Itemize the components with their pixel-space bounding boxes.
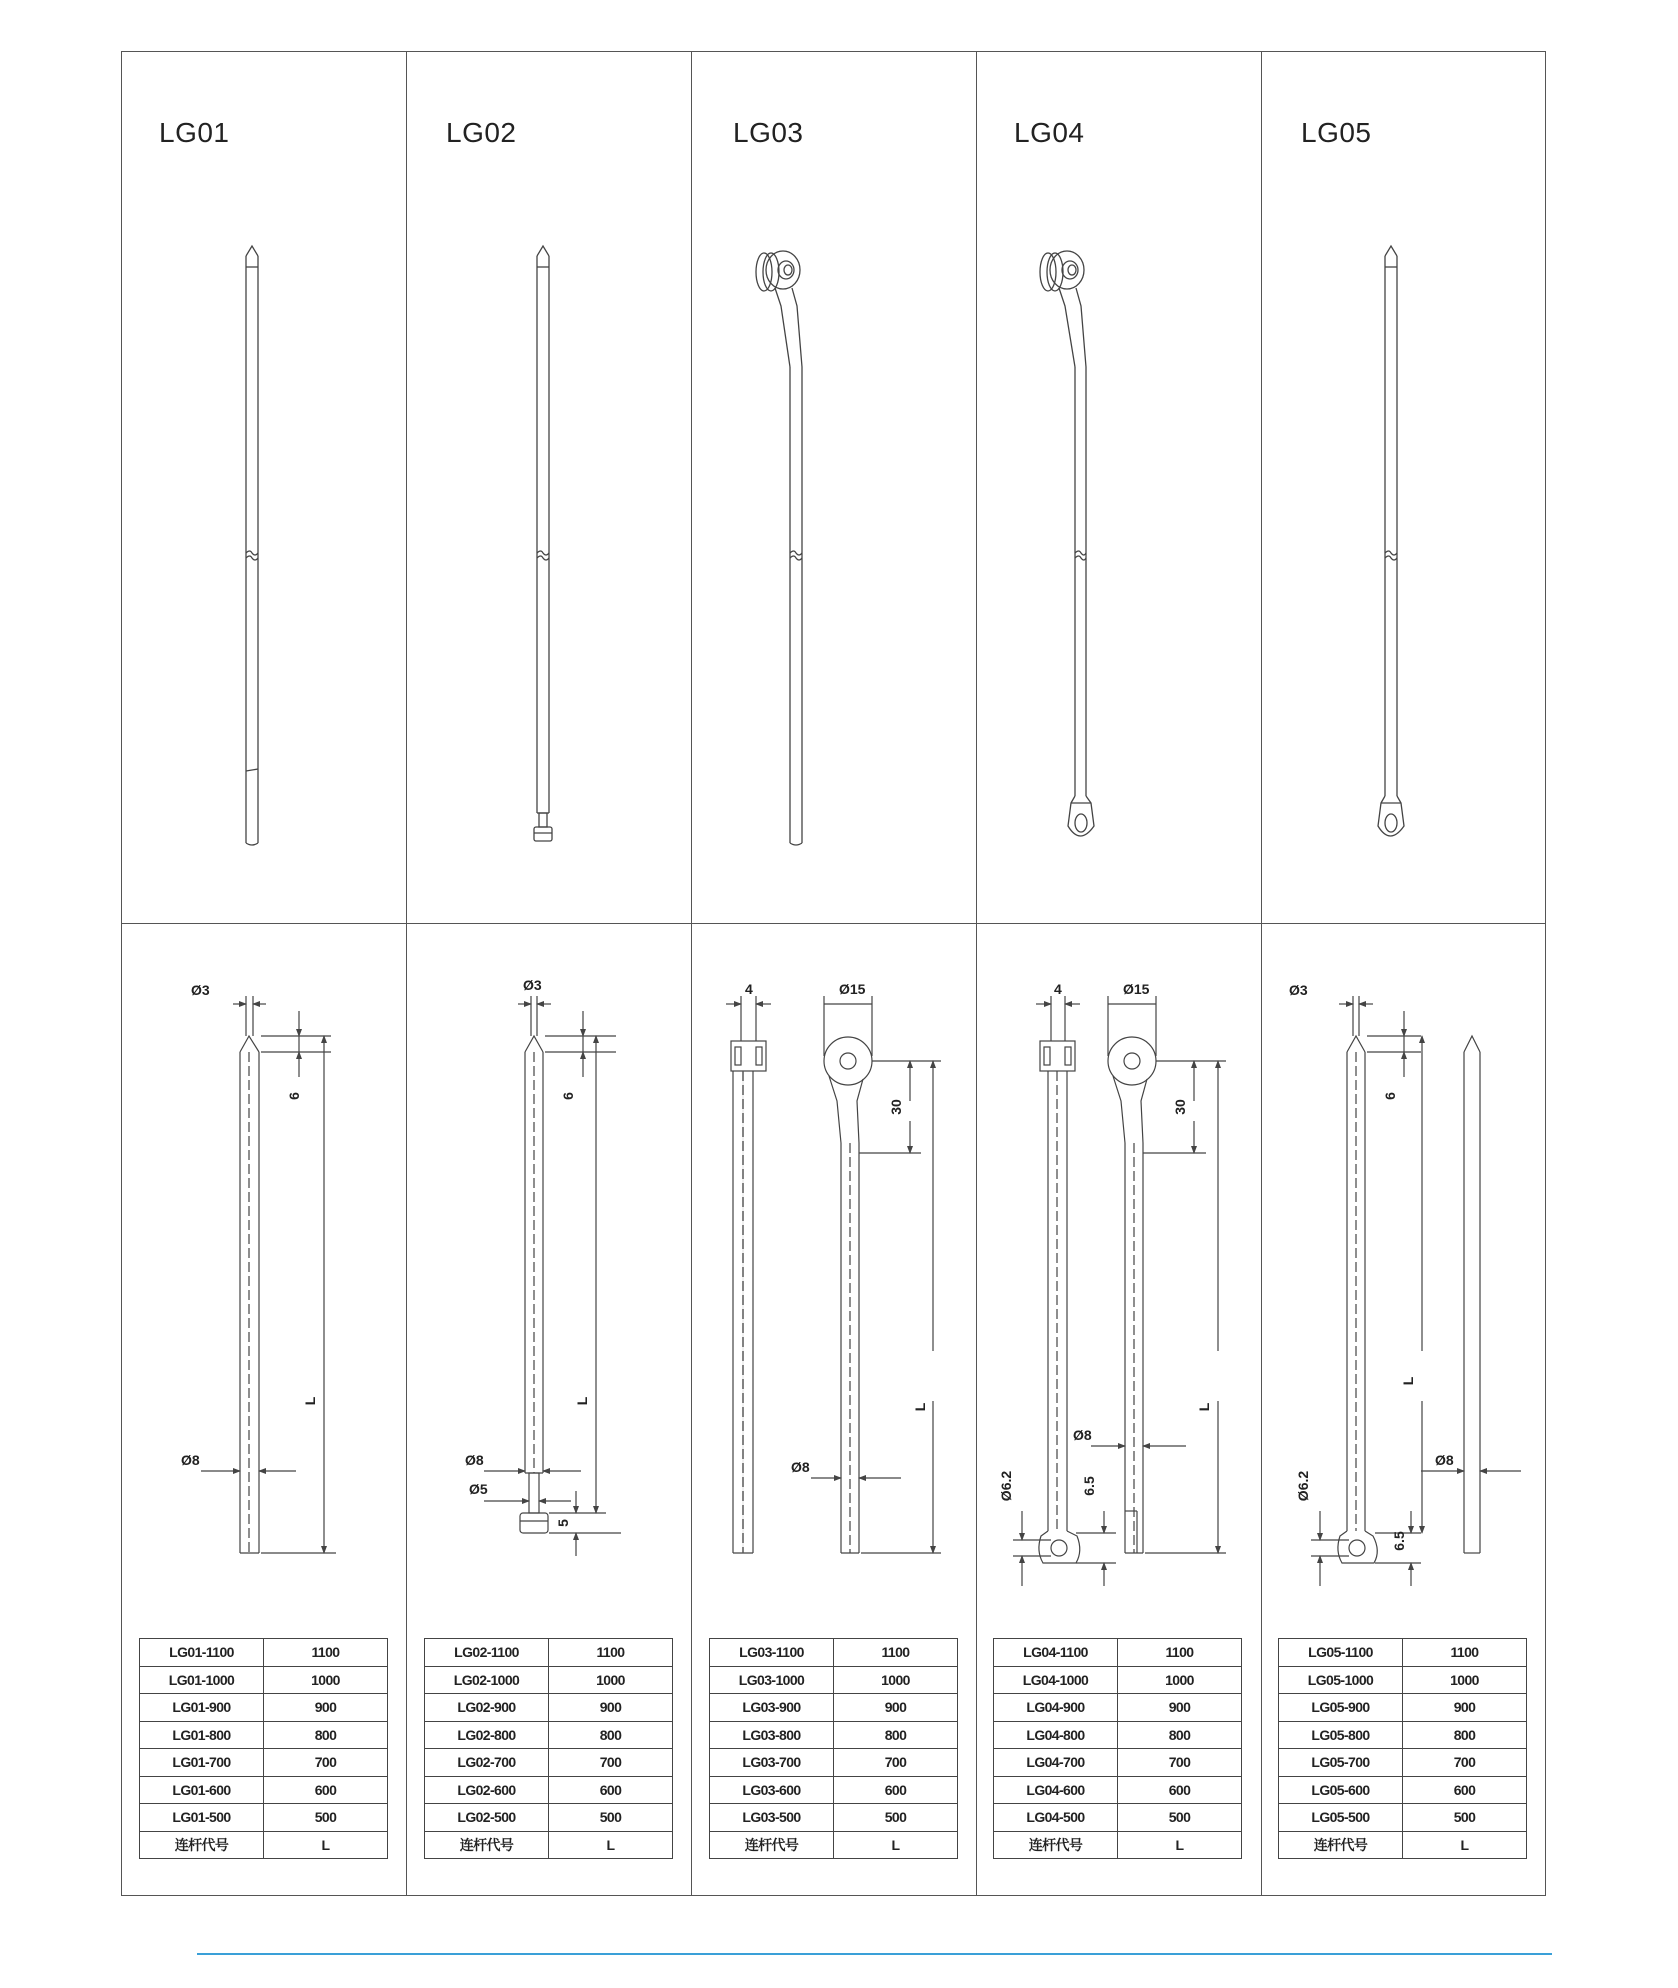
model-code-cell: LG04-900 [994, 1694, 1118, 1722]
spec-table-lg01 [139, 1638, 388, 1859]
model-code-cell: LG03-900 [710, 1694, 834, 1722]
dim-label: L [912, 1402, 928, 1412]
length-cell: 700 [1118, 1749, 1242, 1777]
dim-label: 5 [555, 1519, 571, 1527]
table-row [140, 1721, 388, 1749]
table-row [1279, 1666, 1527, 1694]
table-row [1279, 1639, 1527, 1667]
table-row [1279, 1831, 1527, 1859]
table-row [710, 1721, 958, 1749]
model-code-cell: LG01-1000 [140, 1666, 264, 1694]
dim-label: 6 [286, 1092, 302, 1100]
table-row [1279, 1749, 1527, 1777]
model-code-cell: LG02-900 [425, 1694, 549, 1722]
table-row [994, 1721, 1242, 1749]
length-cell: L [549, 1831, 673, 1859]
model-code-cell: LG04-600 [994, 1776, 1118, 1804]
dim-label: Ø15 [1123, 981, 1150, 997]
panel-title-lg04: LG04 [1014, 117, 1085, 148]
table-row [994, 1639, 1242, 1667]
model-code-cell: 连杆代号 [140, 1831, 264, 1859]
model-code-cell: 连杆代号 [710, 1831, 834, 1859]
model-code-cell: LG04-500 [994, 1804, 1118, 1832]
dim-label: Ø6.2 [998, 1470, 1014, 1502]
table-row [994, 1776, 1242, 1804]
lg05-dimension-drawing [1311, 996, 1521, 1586]
table-row [994, 1831, 1242, 1859]
length-cell: 1000 [264, 1666, 388, 1694]
catalog-sheet [121, 51, 1546, 1896]
lg01-dimension-drawing [201, 996, 336, 1553]
dim-label: Ø3 [191, 982, 210, 998]
length-cell: 700 [1403, 1749, 1527, 1777]
model-code-cell: 连杆代号 [425, 1831, 549, 1859]
length-cell: 600 [1403, 1776, 1527, 1804]
length-cell: 500 [1403, 1804, 1527, 1832]
model-code-cell: LG04-700 [994, 1749, 1118, 1777]
model-code-cell: LG03-1000 [710, 1666, 834, 1694]
length-cell: 900 [1403, 1694, 1527, 1722]
lg02-dimension-drawing [484, 996, 621, 1556]
table-row [140, 1749, 388, 1777]
table-row [425, 1749, 673, 1777]
table-row [710, 1804, 958, 1832]
dim-label: Ø8 [1073, 1427, 1092, 1443]
length-cell: 1100 [1403, 1639, 1527, 1667]
length-cell: L [264, 1831, 388, 1859]
length-cell: 1000 [1118, 1666, 1242, 1694]
dim-label: Ø3 [523, 977, 542, 993]
dim-label: L [302, 1396, 318, 1406]
model-code-cell: LG01-800 [140, 1721, 264, 1749]
model-code-cell: LG05-800 [1279, 1721, 1403, 1749]
table-row [425, 1776, 673, 1804]
table-row [710, 1749, 958, 1777]
length-cell: 800 [264, 1721, 388, 1749]
model-code-cell: LG05-500 [1279, 1804, 1403, 1832]
dim-label: 6 [1382, 1092, 1398, 1100]
model-code-cell: LG05-1000 [1279, 1666, 1403, 1694]
dim-label: 6.5 [1391, 1531, 1407, 1551]
length-cell: 700 [834, 1749, 958, 1777]
table-row [994, 1694, 1242, 1722]
table-row [1279, 1694, 1527, 1722]
model-code-cell: LG05-1100 [1279, 1639, 1403, 1667]
dim-label: 4 [745, 981, 753, 997]
length-cell: L [1118, 1831, 1242, 1859]
model-code-cell: LG02-700 [425, 1749, 549, 1777]
model-code-cell: LG01-600 [140, 1776, 264, 1804]
dim-label: L [1196, 1402, 1212, 1412]
dim-label: L [574, 1396, 590, 1406]
panel-title-lg05: LG05 [1301, 117, 1372, 148]
dim-label: Ø8 [791, 1459, 810, 1475]
length-cell: 1000 [834, 1666, 958, 1694]
dim-label: Ø8 [1435, 1452, 1454, 1468]
table-row [425, 1831, 673, 1859]
table-row [140, 1666, 388, 1694]
table-row [710, 1694, 958, 1722]
length-cell: 600 [834, 1776, 958, 1804]
model-code-cell: LG01-1100 [140, 1639, 264, 1667]
table-row [425, 1694, 673, 1722]
length-cell: 800 [834, 1721, 958, 1749]
length-cell: 700 [549, 1749, 673, 1777]
table-row [994, 1804, 1242, 1832]
table-row [140, 1639, 388, 1667]
model-code-cell: LG03-700 [710, 1749, 834, 1777]
dim-label: 30 [1172, 1099, 1188, 1115]
length-cell: 900 [264, 1694, 388, 1722]
length-cell: 500 [1118, 1804, 1242, 1832]
table-row [140, 1694, 388, 1722]
panel-title-lg02: LG02 [446, 117, 517, 148]
length-cell: 800 [1118, 1721, 1242, 1749]
model-code-cell: LG04-1100 [994, 1639, 1118, 1667]
spec-table-lg02 [424, 1638, 673, 1859]
table-row [1279, 1776, 1527, 1804]
table-row [1279, 1721, 1527, 1749]
spec-table-lg03 [709, 1638, 958, 1859]
table-row [140, 1831, 388, 1859]
dim-label: Ø15 [839, 981, 866, 997]
model-code-cell: 连杆代号 [1279, 1831, 1403, 1859]
model-code-cell: LG02-800 [425, 1721, 549, 1749]
model-code-cell: LG03-800 [710, 1721, 834, 1749]
length-cell: 900 [549, 1694, 673, 1722]
table-row [425, 1639, 673, 1667]
model-code-cell: LG01-900 [140, 1694, 264, 1722]
model-code-cell: LG03-1100 [710, 1639, 834, 1667]
spec-table-lg04 [993, 1638, 1242, 1859]
length-cell: 500 [834, 1804, 958, 1832]
model-code-cell: LG02-600 [425, 1776, 549, 1804]
table-row [994, 1749, 1242, 1777]
footer-rule [197, 1953, 1552, 1955]
dim-label: Ø6.2 [1295, 1470, 1311, 1502]
spec-table-lg05 [1278, 1638, 1527, 1859]
model-code-cell: LG04-1000 [994, 1666, 1118, 1694]
model-code-cell: LG05-700 [1279, 1749, 1403, 1777]
dim-label: L [1400, 1376, 1416, 1386]
length-cell: 900 [1118, 1694, 1242, 1722]
model-code-cell: LG05-900 [1279, 1694, 1403, 1722]
length-cell: 1100 [264, 1639, 388, 1667]
model-code-cell: LG01-700 [140, 1749, 264, 1777]
panel-title-lg01: LG01 [159, 117, 230, 148]
table-row [140, 1804, 388, 1832]
length-cell: 1100 [834, 1639, 958, 1667]
lg03-dimension-drawing [726, 996, 941, 1553]
dim-label: Ø3 [1289, 982, 1308, 998]
model-code-cell: LG03-500 [710, 1804, 834, 1832]
dim-label: Ø8 [181, 1452, 200, 1468]
panel-title-lg03: LG03 [733, 117, 804, 148]
length-cell: 1000 [549, 1666, 673, 1694]
technical-drawings [121, 51, 1546, 1896]
dim-label: Ø5 [469, 1481, 488, 1497]
model-code-cell: LG02-1100 [425, 1639, 549, 1667]
table-row [710, 1666, 958, 1694]
table-row [710, 1639, 958, 1667]
length-cell: 500 [549, 1804, 673, 1832]
length-cell: 800 [1403, 1721, 1527, 1749]
length-cell: 900 [834, 1694, 958, 1722]
table-row [425, 1666, 673, 1694]
lg04-dimension-drawing [1013, 996, 1226, 1586]
dim-label: 6 [560, 1092, 576, 1100]
length-cell: L [1403, 1831, 1527, 1859]
length-cell: 800 [549, 1721, 673, 1749]
table-row [710, 1776, 958, 1804]
length-cell: L [834, 1831, 958, 1859]
length-cell: 600 [549, 1776, 673, 1804]
table-row [425, 1804, 673, 1832]
length-cell: 600 [1118, 1776, 1242, 1804]
dim-label: 30 [888, 1099, 904, 1115]
dim-label: 4 [1054, 981, 1062, 997]
dim-label: 6.5 [1081, 1476, 1097, 1496]
length-cell: 700 [264, 1749, 388, 1777]
model-code-cell: LG04-800 [994, 1721, 1118, 1749]
length-cell: 1000 [1403, 1666, 1527, 1694]
table-row [425, 1721, 673, 1749]
dim-label: Ø8 [465, 1452, 484, 1468]
table-row [1279, 1804, 1527, 1832]
model-code-cell: LG02-1000 [425, 1666, 549, 1694]
model-code-cell: LG05-600 [1279, 1776, 1403, 1804]
length-cell: 500 [264, 1804, 388, 1832]
model-code-cell: LG01-500 [140, 1804, 264, 1832]
table-row [994, 1666, 1242, 1694]
length-cell: 1100 [1118, 1639, 1242, 1667]
model-code-cell: LG02-500 [425, 1804, 549, 1832]
table-row [710, 1831, 958, 1859]
model-code-cell: LG03-600 [710, 1776, 834, 1804]
length-cell: 1100 [549, 1639, 673, 1667]
table-row [140, 1776, 388, 1804]
length-cell: 600 [264, 1776, 388, 1804]
model-code-cell: 连杆代号 [994, 1831, 1118, 1859]
